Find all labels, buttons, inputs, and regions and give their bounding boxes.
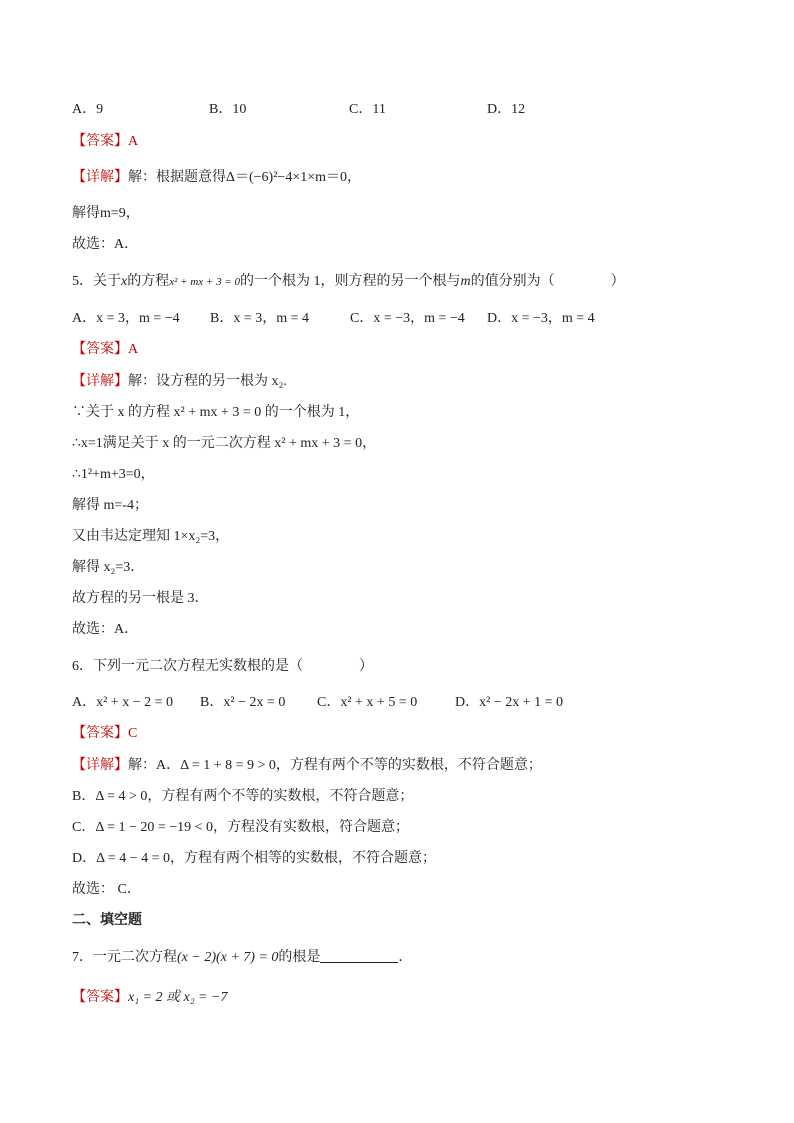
answer-value: x₁ = 2 或 x₂ = −7 — [128, 990, 228, 1005]
stem-text: ． — [398, 950, 413, 965]
answer-tag: 【答案】 — [72, 134, 128, 149]
q7-stem — [72, 948, 412, 968]
q6-detail-4: 故选： C． — [72, 882, 141, 897]
option-b: B．10 — [209, 102, 247, 117]
stem-text: 7．一元二次方程 — [72, 950, 177, 965]
q5-detail-5: 又由韦达定理知 1×x₂=3， — [72, 529, 230, 544]
stem-text: 的一个根为 1，则方程的另一个根与 — [240, 274, 461, 289]
detail-text: 解：根据题意得 — [128, 170, 226, 185]
stem-equation: x² + mx + 3 = 0 — [169, 276, 240, 288]
option-a: A．x² + x − 2 = 0 — [72, 695, 173, 710]
q5-answer — [72, 340, 138, 360]
q4-detail-2: 解得m=9， — [72, 206, 140, 221]
answer-value: A — [128, 134, 139, 149]
option-d: D．12 — [487, 102, 526, 117]
stem-text: 5．关于 — [72, 274, 121, 289]
q6-stem: 6．下列一元二次方程无实数根的是（ ） — [72, 659, 373, 674]
answer-value: C — [128, 726, 138, 741]
stem-var: m — [460, 274, 471, 289]
option-b: B．x = 3，m = 4 — [210, 311, 310, 326]
stem-text: 的方程 — [127, 274, 170, 289]
q4-answer — [72, 132, 138, 152]
detail-tag: 【详解】 — [72, 170, 128, 185]
q4-conclusion: 故选：A． — [72, 237, 139, 252]
q6-answer — [72, 724, 137, 744]
q5-detail-0 — [72, 372, 287, 392]
q6-detail-3: D．Δ = 4 − 4 = 0，方程有两个相等的实数根，不符合题意； — [72, 851, 437, 866]
q6-detail-0 — [72, 756, 542, 776]
detail-tag: 【详解】 — [72, 758, 128, 773]
section-heading: 二、填空题 — [72, 913, 142, 928]
q5-stem — [72, 272, 625, 292]
q5-detail-6: 解得 x₂=3． — [72, 560, 145, 575]
option-b: B．x² − 2x = 0 — [200, 695, 286, 710]
stem-var: x — [121, 274, 128, 289]
q6-detail-2: C．Δ = 1 − 20 = −19 < 0，方程没有实数根，符合题意； — [72, 820, 410, 835]
stem-equation: (x − 2)(x + 7) = 0 — [177, 950, 279, 965]
q5-detail-8: 故选：A． — [72, 622, 139, 637]
q5-detail-2: ∴x=1满足关于 x 的一元二次方程 x² + mx + 3 = 0， — [72, 436, 377, 451]
option-d: D．x = −3，m = 4 — [487, 311, 595, 326]
option-c: C．11 — [349, 102, 386, 117]
detail-text: 解：A．Δ = 1 + 8 = 9 > 0，方程有两个不等的实数根，不符合题意； — [128, 758, 542, 773]
answer-blank — [320, 948, 398, 963]
detail-formula: Δ＝(−6)²−4×1×m＝0， — [226, 170, 361, 185]
q6-options — [72, 693, 563, 713]
option-a: A．x = 3，m = −4 — [72, 311, 180, 326]
q5-detail-1: ∵关于 x 的方程 x² + mx + 3 = 0 的一个根为 1， — [72, 405, 360, 420]
detail-tag: 【详解】 — [72, 374, 128, 389]
answer-tag: 【答案】 — [72, 990, 128, 1005]
q4-detail-1 — [72, 168, 361, 188]
answer-value: A — [128, 342, 139, 357]
q5-options — [72, 309, 595, 329]
answer-tag: 【答案】 — [72, 726, 128, 741]
q4-options — [72, 100, 525, 120]
option-c: C．x² + x + 5 = 0 — [317, 695, 418, 710]
q5-detail-7: 故方程的另一根是 3． — [72, 591, 209, 606]
q6-detail-1: B．Δ = 4 > 0，方程有两个不等的实数根，不符合题意； — [72, 789, 414, 804]
detail-text: 解：设方程的另一根为 x₂. — [128, 374, 287, 389]
stem-text: 的值分别为（ ） — [470, 274, 625, 289]
stem-text: 的根是 — [278, 950, 321, 965]
q7-answer — [72, 988, 228, 1008]
answer-tag: 【答案】 — [72, 342, 128, 357]
q5-detail-4: 解得 m=-4； — [72, 498, 148, 513]
option-d: D．x² − 2x + 1 = 0 — [455, 695, 563, 710]
q5-detail-3: ∴1²+m+3=0， — [72, 467, 155, 482]
option-c: C．x = −3，m = −4 — [350, 311, 465, 326]
option-a: A．9 — [72, 102, 104, 117]
